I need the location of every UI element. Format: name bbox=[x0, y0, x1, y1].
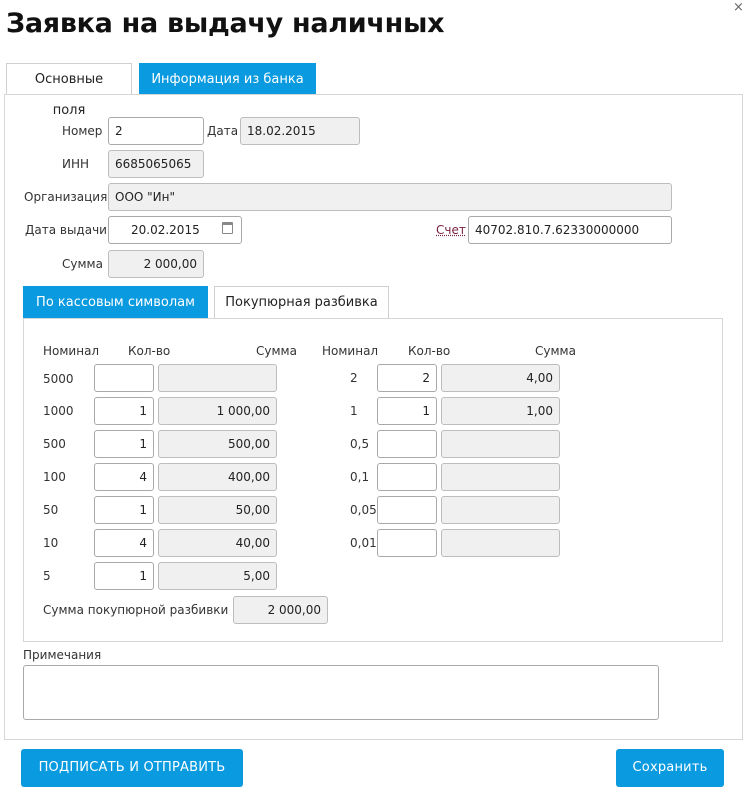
nominal-label: 1000 bbox=[43, 404, 74, 418]
header-qty-left: Кол-во bbox=[128, 344, 171, 358]
qty-field[interactable]: 1 bbox=[94, 496, 154, 524]
sum-label: Сумма bbox=[62, 257, 103, 271]
tab-bank-info[interactable]: Информация из банка bbox=[139, 63, 316, 95]
notes-label: Примечания bbox=[23, 648, 102, 662]
sum-cell bbox=[441, 496, 560, 524]
nominal-label: 50 bbox=[43, 503, 59, 517]
qty-field[interactable]: 4 bbox=[94, 463, 154, 491]
date-label: Дата bbox=[207, 124, 239, 138]
nominal-label: 0,01 bbox=[350, 536, 377, 550]
tab-bill-breakdown[interactable]: Покупюрная разбивка bbox=[214, 286, 389, 318]
header-sum-left: Сумма bbox=[256, 344, 297, 358]
notes-textarea[interactable] bbox=[23, 665, 659, 720]
qty-field[interactable] bbox=[377, 463, 437, 491]
sum-cell: 50,00 bbox=[158, 496, 277, 524]
nominal-label: 1 bbox=[350, 404, 358, 418]
account-link[interactable]: Счет bbox=[436, 223, 466, 237]
sum-cell: 5,00 bbox=[158, 562, 277, 590]
account-field[interactable]: 40702.810.7.62330000000 bbox=[468, 216, 672, 244]
sum-cell: 1,00 bbox=[441, 397, 560, 425]
number-label: Номер bbox=[62, 124, 103, 138]
qty-field[interactable]: 1 bbox=[94, 430, 154, 458]
header-sum-right: Сумма bbox=[535, 344, 576, 358]
sum-cell bbox=[441, 463, 560, 491]
qty-field[interactable] bbox=[377, 496, 437, 524]
sum-cell bbox=[441, 430, 560, 458]
nominal-label: 0,05 bbox=[350, 503, 377, 517]
nominal-label: 100 bbox=[43, 470, 66, 484]
bill-total-label: Сумма покупюрной разбивки bbox=[43, 603, 229, 617]
qty-field[interactable]: 1 bbox=[94, 397, 154, 425]
qty-field[interactable] bbox=[377, 529, 437, 557]
calendar-icon[interactable] bbox=[222, 222, 233, 234]
sum-cell: 4,00 bbox=[441, 364, 560, 392]
sign-and-send-button[interactable]: ПОДПИСАТЬ И ОТПРАВИТЬ bbox=[21, 749, 243, 787]
nominal-label: 5000 bbox=[43, 372, 74, 386]
header-nominal-right: Номинал bbox=[322, 344, 379, 358]
sum-cell: 1 000,00 bbox=[158, 397, 277, 425]
sum-field: 2 000,00 bbox=[108, 250, 204, 278]
tab-main-fields[interactable]: Основные поля bbox=[6, 63, 132, 95]
qty-field[interactable]: 1 bbox=[94, 562, 154, 590]
nominal-label: 2 bbox=[350, 371, 358, 385]
dialog-title: Заявка на выдачу наличных bbox=[6, 8, 445, 39]
nominal-label: 0,1 bbox=[350, 470, 370, 484]
sum-cell: 500,00 bbox=[158, 430, 277, 458]
nominal-label: 10 bbox=[43, 536, 59, 550]
header-qty-right: Кол-во bbox=[408, 344, 451, 358]
sum-cell bbox=[441, 529, 560, 557]
header-nominal-left: Номинал bbox=[43, 344, 100, 358]
sum-cell bbox=[158, 364, 277, 392]
qty-field[interactable] bbox=[377, 430, 437, 458]
date-field: 18.02.2015 bbox=[240, 117, 360, 145]
nominal-label: 500 bbox=[43, 437, 66, 451]
nominal-label: 0,5 bbox=[350, 437, 370, 451]
qty-field[interactable]: 1 bbox=[377, 397, 437, 425]
inn-field: 6685065065 bbox=[108, 150, 204, 178]
qty-field[interactable]: 4 bbox=[94, 529, 154, 557]
qty-field[interactable]: 2 bbox=[377, 364, 437, 392]
sum-cell: 40,00 bbox=[158, 529, 277, 557]
nominal-label: 5 bbox=[43, 569, 51, 583]
inn-label: ИНН bbox=[62, 157, 90, 171]
tab-cash-symbols[interactable]: По кассовым символам bbox=[23, 286, 208, 318]
number-field[interactable]: 2 bbox=[108, 117, 204, 145]
save-button[interactable]: Сохранить bbox=[616, 749, 724, 787]
issue-date-field[interactable]: 20.02.2015 bbox=[108, 216, 242, 244]
organization-field: ООО "Ин" bbox=[108, 183, 672, 211]
issue-date-label: Дата выдачи bbox=[25, 223, 107, 237]
close-icon[interactable]: × bbox=[733, 0, 744, 15]
organization-label: Организация bbox=[24, 190, 108, 204]
sum-cell: 400,00 bbox=[158, 463, 277, 491]
qty-field[interactable] bbox=[94, 364, 154, 392]
bill-total-field: 2 000,00 bbox=[233, 596, 328, 624]
